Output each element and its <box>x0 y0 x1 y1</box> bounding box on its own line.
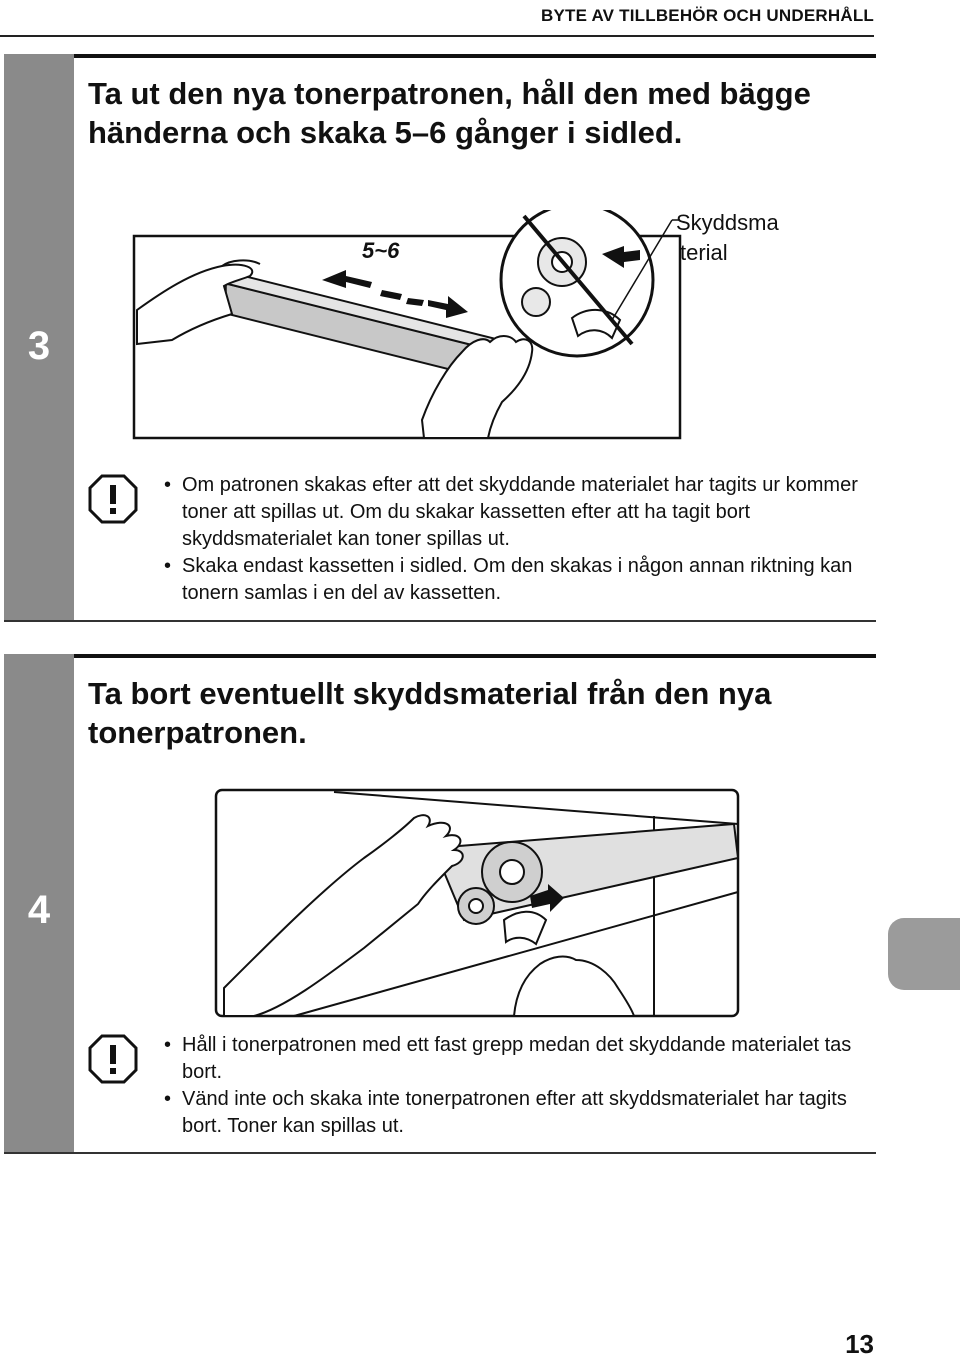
caution-list <box>164 472 866 607</box>
list-item: • Håll i tonerpatronen med ett fast grepp medan det skyddande materialet tas bort. <box>164 1032 866 1086</box>
remove-protective-material-illustration <box>214 788 744 1020</box>
caution-icon <box>88 1034 138 1084</box>
section-title: BYTE AV TILLBEHÖR OCH UNDERHÅLL <box>541 6 874 25</box>
step-bottom-rule <box>4 620 876 622</box>
step-heading: Ta ut den nya tonerpatronen, håll den med bägge händerna och skaka 5–6 gånger i sidled. <box>88 76 811 150</box>
list-item: • Skaka endast kassetten i sidled. Om den skakas i någon annan riktning kan tonern samlas i en del av kassetten. <box>164 553 866 607</box>
step-3 <box>4 54 876 622</box>
step-number: 4 <box>27 888 51 932</box>
header-rule <box>0 35 874 37</box>
step-bottom-rule <box>4 1152 876 1154</box>
step-top-rule <box>4 654 876 658</box>
step-number: 3 <box>27 324 51 368</box>
callout-protective-material-cont: terial <box>680 240 728 265</box>
step-heading: Ta bort eventuellt skyddsmaterial från den nya tonerpatronen. <box>88 676 772 750</box>
caution-icon <box>88 474 138 524</box>
callout-protective-material: Skyddsma <box>676 210 779 235</box>
step-top-rule <box>4 54 876 58</box>
caution-list <box>164 1032 866 1140</box>
step-4 <box>4 654 876 1154</box>
chapter-tab <box>888 918 960 990</box>
shake-count-label: 5~6 <box>362 238 400 263</box>
shake-cartridge-illustration <box>132 210 802 440</box>
page-number: 13 <box>845 1329 874 1359</box>
list-item: • Vänd inte och skaka inte tonerpatronen efter att skyddsmaterialet har tagits bort. Toner kan spillas ut. <box>164 1086 866 1140</box>
list-item: • Om patronen skakas efter att det skyddande materialet har tagits ur kommer toner att spillas ut. Om du skakar kassetten efter att ha tagit bort skyddsmaterialet kan toner spillas ut. <box>164 472 866 553</box>
